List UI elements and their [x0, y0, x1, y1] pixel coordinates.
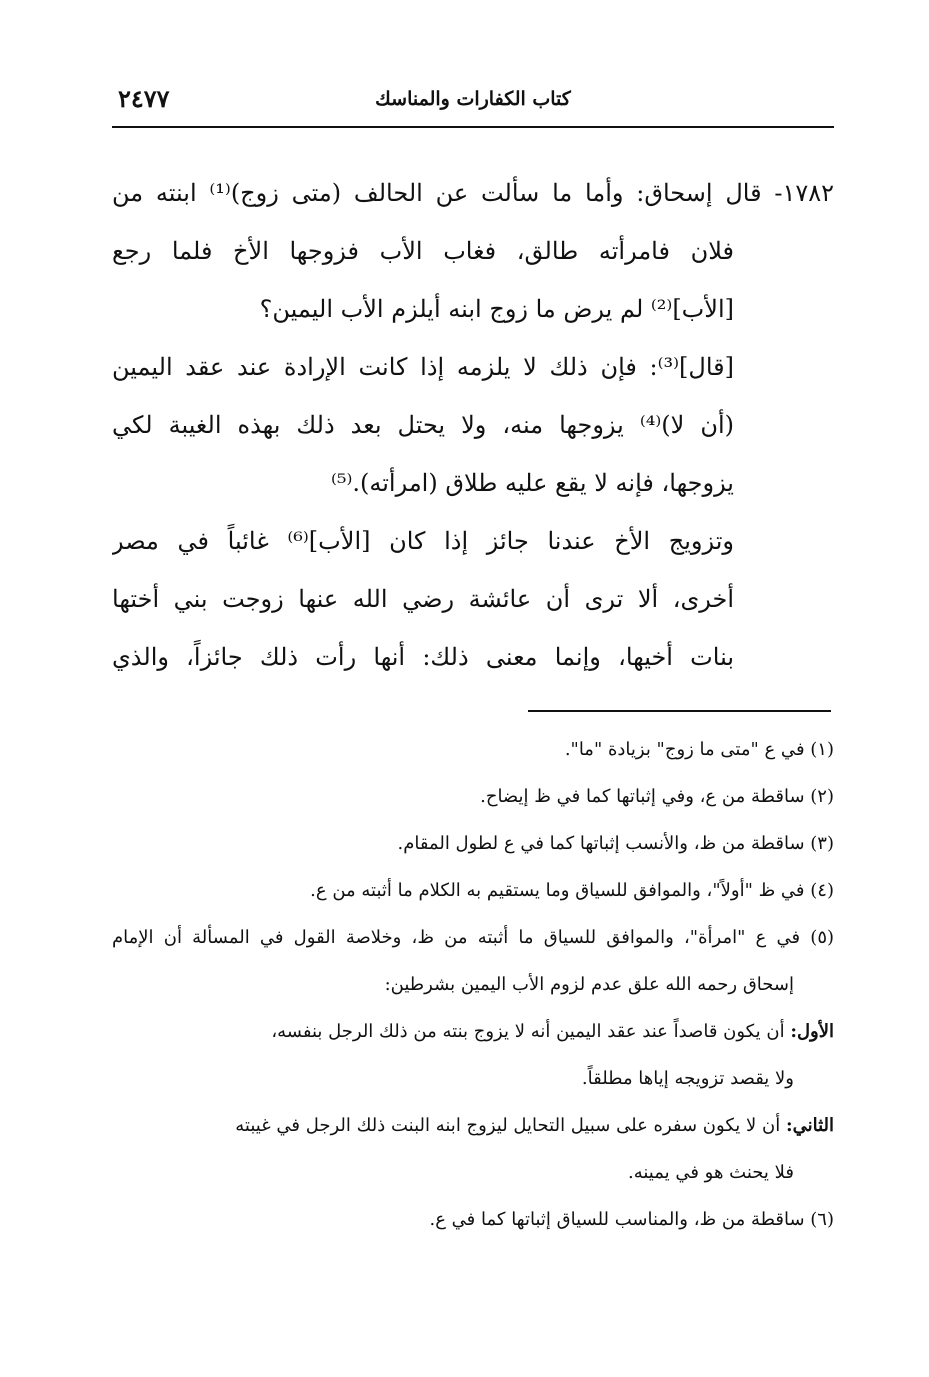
text-line: ١٧٨٢- قال إسحاق: وأما ما سألت عن الحالف (متى زوج)⁽¹⁾ ابنته من — [112, 179, 834, 207]
second-condition-text: أن لا يكون سفره على سبيل التحايل ليزوج ابنه البنت ذلك الرجل في غيبته — [235, 1115, 781, 1136]
text-line: [الأب]⁽²⁾ لم يرض ما زوج ابنه أيلزم الأب اليمين؟ — [259, 295, 734, 323]
text-line: بنات أخيها، وإنما معنى ذلك: أنها رأت ذلك جائزاً، والذي — [112, 643, 734, 671]
footnote-5-second-condition — [112, 1102, 834, 1149]
footnote-separator — [528, 710, 831, 712]
footnote-5-first-cont: ولا يقصد تزويجه إياها مطلقاً. — [581, 1068, 794, 1089]
second-condition-label: الثاني: — [785, 1115, 834, 1136]
footnote-6: (٦) ساقطة من ظ، والمناسب للسياق إثباتها كما في ع. — [429, 1209, 834, 1230]
text-line: فلان فامرأته طالق، فغاب الأب فزوجها الأخ فلما رجع — [112, 237, 734, 265]
first-condition-text: أن يكون قاصداً عند عقد اليمين أنه لا يزوج بنته من ذلك الرجل بنفسه، — [271, 1021, 785, 1042]
running-header — [112, 84, 834, 126]
footnotes — [112, 726, 834, 1243]
footnote-1: (١) في ع "متى ما زوج" بزيادة "ما". — [564, 739, 834, 760]
footnote-4: (٤) في ظ "أولاً"، والموافق للسياق وما يستقيم به الكلام ما أثبته من ع. — [310, 880, 834, 901]
footnote-3: (٣) ساقطة من ظ، والأنسب إثباتها كما في ع لطول المقام. — [397, 833, 834, 854]
text-line: وتزويج الأخ عندنا جائز إذا كان [الأب]⁽⁶⁾ غائباً في مصر — [112, 527, 735, 555]
first-condition-label: الأول: — [790, 1021, 834, 1042]
main-text — [112, 164, 834, 686]
header-rule — [112, 126, 834, 128]
text-line: [قال]⁽³⁾: فإن ذلك لا يلزمه إذا كانت الإرادة عند عقد اليمين — [112, 353, 734, 381]
footnote-5: (٥) في ع "امرأة"، والموافق للسياق ما أثبته من ظ، وخلاصة القول في المسألة أن الإمام — [112, 927, 834, 948]
footnote-5-second-cont: فلا يحنث هو في يمينه. — [627, 1162, 794, 1183]
text-line: يزوجها، فإنه لا يقع عليه طلاق (امرأته).⁽⁵⁾ — [330, 469, 734, 497]
header-title: كتاب الكفارات والمناسك — [375, 88, 571, 110]
footnote-2: (٢) ساقطة من ع، وفي إثباتها كما في ظ إيضاح. — [480, 786, 834, 807]
text-line: (أن لا)⁽⁴⁾ يزوجها منه، ولا يحتل بعد ذلك بهذه الغيبة لكي — [112, 411, 734, 439]
footnote-5-cont: إسحاق رحمه الله علق عدم لزوم الأب اليمين بشرطين: — [384, 974, 794, 995]
footnote-5-first-condition — [112, 1008, 834, 1055]
text-line: أخرى، ألا ترى أن عائشة رضي الله عنها زوجت بني أختها — [112, 585, 734, 613]
page-number: ٢٤٧٧ — [118, 84, 170, 113]
